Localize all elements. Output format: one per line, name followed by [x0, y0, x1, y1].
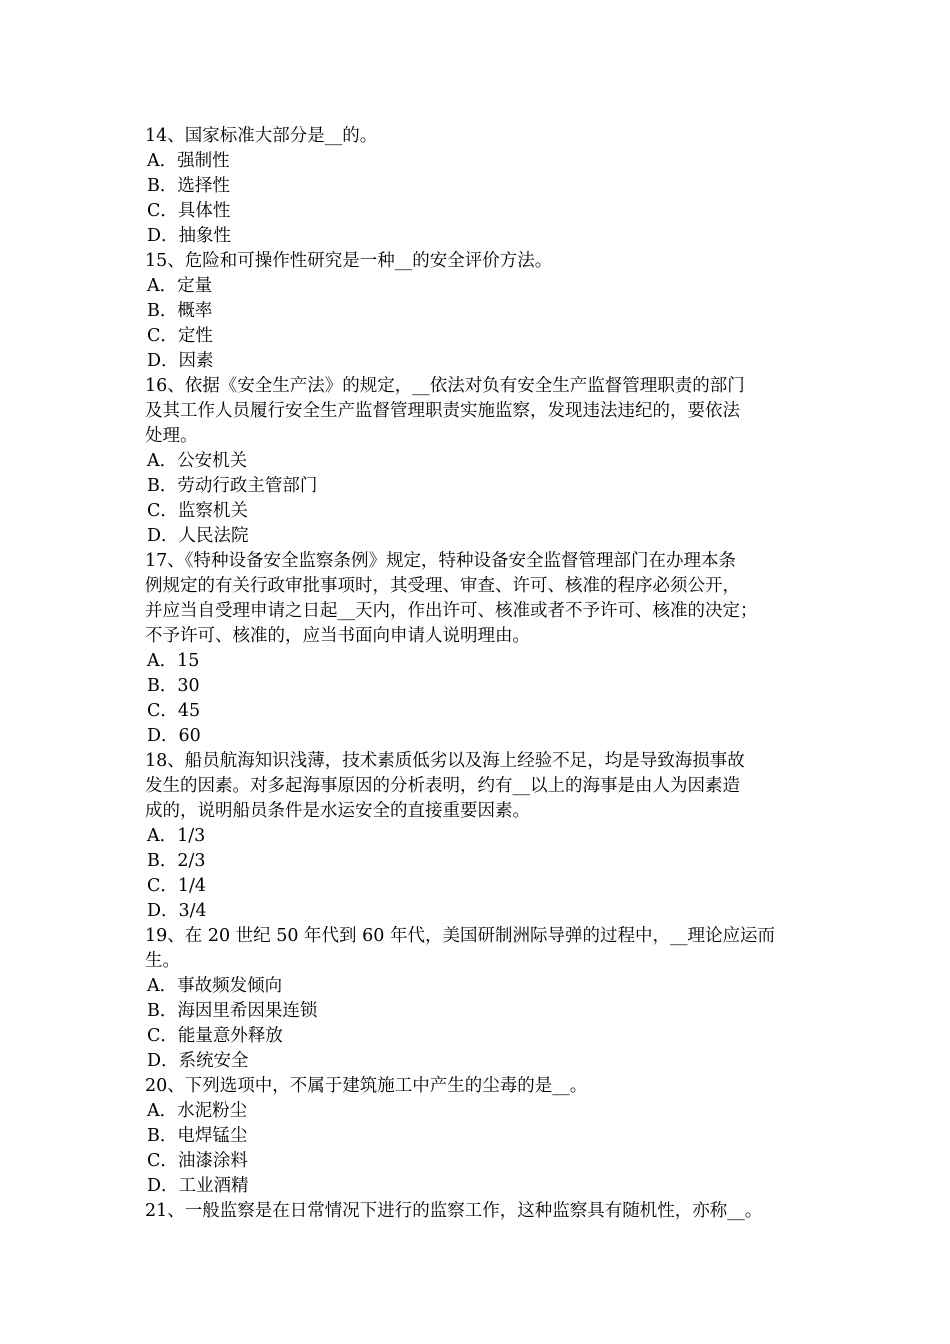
question-stem-line: 18、船员航海知识浅薄，技术素质低劣以及海上经验不足，均是导致海损事故 — [145, 751, 745, 771]
question-15 — [145, 249, 817, 374]
question-16 — [145, 374, 817, 549]
option-a: A．1/3 — [147, 826, 206, 846]
option-c: C．油漆涂料 — [147, 1151, 248, 1171]
option-c: C．具体性 — [147, 201, 231, 221]
option-a: A．公安机关 — [147, 451, 248, 471]
option-c: C．定性 — [147, 326, 213, 346]
question-19 — [145, 924, 817, 1074]
option-b: B．30 — [147, 676, 200, 696]
option-c: C．45 — [147, 701, 201, 721]
option-a: A．定量 — [147, 276, 213, 296]
question-20 — [145, 1074, 817, 1199]
option-d: D．人民法院 — [147, 526, 249, 546]
question-stem: 15、危险和可操作性研究是一种__的安全评价方法。 — [145, 251, 553, 271]
question-stem-line: 并应当自受理申请之日起__天内，作出许可、核准或者不予许可、核准的决定； — [145, 601, 758, 621]
option-b: B．劳动行政主管部门 — [147, 476, 318, 496]
option-a: A．事故频发倾向 — [147, 976, 283, 996]
question-18 — [145, 749, 817, 924]
question-stem-line: 处理。 — [145, 426, 198, 446]
question-stem: 14、国家标准大部分是__的。 — [145, 126, 378, 146]
option-d: D．60 — [147, 726, 201, 746]
option-a: A．水泥粉尘 — [147, 1101, 248, 1121]
question-21 — [145, 1199, 817, 1224]
option-d: D．系统安全 — [147, 1051, 249, 1071]
option-b: B．2/3 — [147, 851, 206, 871]
question-17 — [145, 549, 817, 749]
option-b: B．选择性 — [147, 176, 230, 196]
question-stem-line: 发生的因素。对多起海事原因的分析表明，约有__以上的海事是由人为因素造 — [145, 776, 740, 796]
question-stem-line: 及其工作人员履行安全生产监督管理职责实施监察，发现违法违纪的，要依法 — [145, 401, 740, 421]
option-d: D．因素 — [147, 351, 214, 371]
question-stem-line: 19、在 20 世纪 50 年代到 60 年代，美国研制洲际导弹的过程中，__理论应运而 — [145, 926, 775, 946]
option-b: B．概率 — [147, 301, 213, 321]
option-c: C．1/4 — [147, 876, 207, 896]
question-stem-line: 16、依据《安全生产法》的规定，__依法对负有安全生产监督管理职责的部门 — [145, 376, 745, 396]
option-a: A．15 — [147, 651, 200, 671]
option-c: C．监察机关 — [147, 501, 248, 521]
option-d: D．抽象性 — [147, 226, 232, 246]
option-c: C．能量意外释放 — [147, 1026, 283, 1046]
document-page — [145, 124, 817, 1224]
question-stem-line: 不予许可、核准的，应当书面向申请人说明理由。 — [145, 626, 530, 646]
question-stem: 20、下列选项中，不属于建筑施工中产生的尘毒的是__。 — [145, 1076, 588, 1096]
question-14 — [145, 124, 817, 249]
option-d: D．3/4 — [147, 901, 207, 921]
question-stem-line: 17、《特种设备安全监察条例》规定，特种设备安全监督管理部门在办理本条 — [145, 551, 737, 571]
question-stem-line: 生。 — [145, 951, 180, 971]
option-b: B．电焊锰尘 — [147, 1126, 248, 1146]
option-a: A．强制性 — [147, 151, 230, 171]
question-stem-line: 成的，说明船员条件是水运安全的直接重要因素。 — [145, 801, 530, 821]
question-stem-line: 例规定的有关行政审批事项时，其受理、审查、许可、核准的程序必须公开， — [145, 576, 740, 596]
option-b: B．海因里希因果连锁 — [147, 1001, 318, 1021]
question-stem: 21、一般监察是在日常情况下进行的监察工作，这种监察具有随机性，亦称__。 — [145, 1201, 763, 1221]
option-d: D．工业酒精 — [147, 1176, 249, 1196]
